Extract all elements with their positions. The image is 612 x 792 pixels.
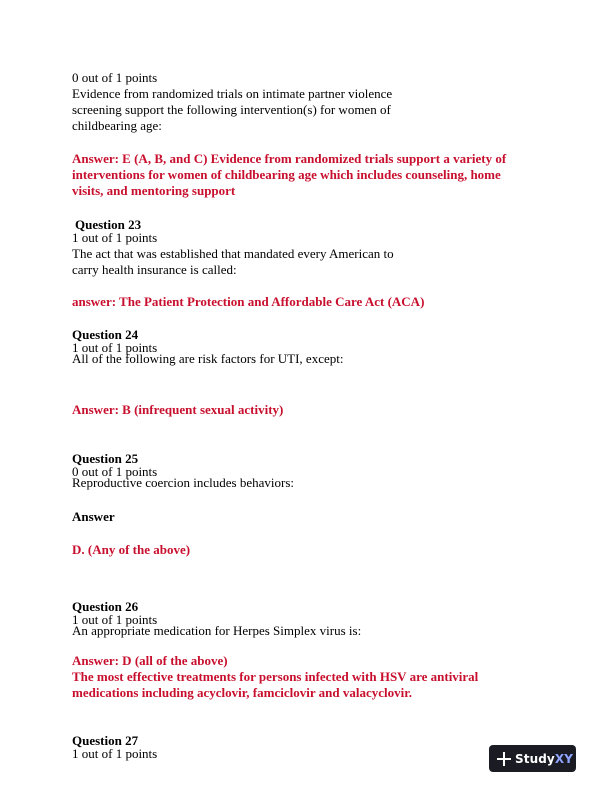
brand-main: Study xyxy=(515,751,555,766)
points-text: 1 out of 1 points xyxy=(72,230,158,245)
points-text: 1 out of 1 points xyxy=(72,612,158,627)
question-title: Question 27 xyxy=(72,733,139,748)
answer-line: medications including acyclovir, famciclovir and valacyclovir. xyxy=(72,685,413,700)
question-prompt-line: The act that was established that mandated every American to xyxy=(72,246,394,261)
answer-line: The most effective treatments for persons infected with HSV are antiviral xyxy=(72,669,479,684)
question-title: Question 23 xyxy=(75,217,142,232)
question-prompt-line: childbearing age: xyxy=(72,118,162,133)
answer-label: Answer xyxy=(72,509,115,524)
question-prompt: An appropriate medication for Herpes Simplex virus is: xyxy=(72,623,362,638)
question-title: Question 25 xyxy=(72,451,139,466)
question-prompt: All of the following are risk factors for UTI, except: xyxy=(72,351,344,366)
answer-line: answer: The Patient Protection and Affordable Care Act (ACA) xyxy=(72,294,425,309)
answer-24 xyxy=(72,402,283,418)
question-prompt-line: Evidence from randomized trials on intimate partner violence xyxy=(72,86,393,101)
question-25-block xyxy=(72,452,294,489)
answer-line: Answer: B (infrequent sexual activity) xyxy=(72,402,284,417)
answer-line: visits, and mentoring support xyxy=(72,183,236,198)
answer-25 xyxy=(72,542,190,558)
question-prompt-line: carry health insurance is called: xyxy=(72,262,237,277)
question-26-block xyxy=(72,600,361,637)
points-text: 1 out of 1 points xyxy=(72,746,158,761)
answer-line: interventions for women of childbearing age which includes counseling, home xyxy=(72,167,501,182)
plus-sparkle-icon xyxy=(497,752,511,766)
question-23-block xyxy=(72,232,394,276)
brand-accent: XY xyxy=(554,751,573,766)
points-text: 1 out of 1 points xyxy=(72,340,158,355)
points-text: 0 out of 1 points xyxy=(72,70,158,85)
answer-22 xyxy=(72,151,506,199)
question-title: Question 24 xyxy=(72,327,139,342)
points-text: 0 out of 1 points xyxy=(72,464,158,479)
answer-23 xyxy=(72,294,424,310)
question-title: Question 26 xyxy=(72,599,139,614)
question-22-block xyxy=(72,72,392,132)
answer-line: D. (Any of the above) xyxy=(72,542,191,557)
brand-wordmark xyxy=(515,752,573,766)
answer-line: Answer: E (A, B, and C) Evidence from randomized trials support a variety of xyxy=(72,151,507,166)
answer-25-label xyxy=(72,509,115,525)
studyxy-badge[interactable] xyxy=(489,745,576,772)
answer-26 xyxy=(72,653,478,701)
question-prompt-line: screening support the following intervention(s) for women of xyxy=(72,102,391,117)
question-prompt: Reproductive coercion includes behaviors: xyxy=(72,475,295,490)
answer-line: Answer: D (all of the above) xyxy=(72,653,228,668)
question-24-block xyxy=(72,328,343,365)
question-27-block xyxy=(72,734,157,760)
